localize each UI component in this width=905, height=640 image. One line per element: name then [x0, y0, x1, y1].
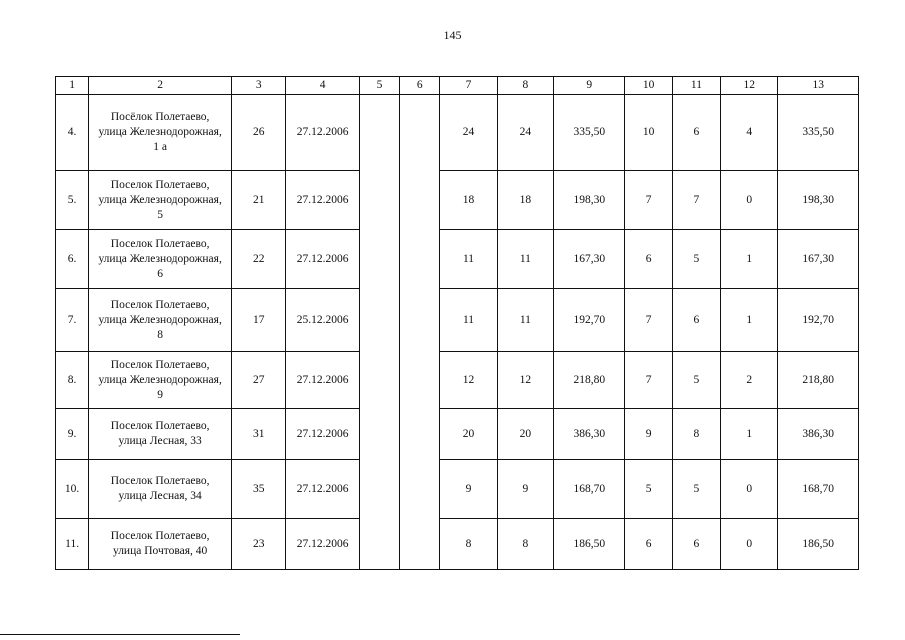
address-line: улица Лесная, 34 — [118, 490, 202, 502]
cell-col-11: 5 — [672, 460, 720, 519]
cell-col-8: 11 — [497, 230, 553, 289]
cell-col-11: 8 — [672, 409, 720, 460]
cell-col-10: 9 — [625, 409, 672, 460]
column-header: 10 — [625, 77, 672, 95]
address-line: Поселок Полетаево, — [110, 178, 210, 191]
cell-col-4: 27.12.2006 — [286, 519, 359, 570]
table-row — [56, 519, 859, 570]
table-row — [56, 460, 859, 519]
cell-col-8: 24 — [497, 95, 553, 171]
address-line: 8 — [157, 328, 164, 341]
cell-col-8: 11 — [497, 289, 553, 352]
address-line: улица Железнодорожная, — [98, 193, 222, 206]
table-row — [56, 171, 859, 230]
cell-col-6 — [400, 171, 440, 230]
cell-col-13: 198,30 — [778, 171, 859, 230]
cell-col-10: 6 — [625, 230, 672, 289]
address-cell — [89, 409, 232, 460]
cell-col-12: 0 — [721, 460, 778, 519]
row-number: 5. — [56, 171, 89, 230]
address-line: улица Железнодорожная, — [98, 126, 222, 138]
address-line: улица Железнодорожная, — [98, 313, 222, 326]
cell-col-4: 27.12.2006 — [286, 460, 359, 519]
address-line: Поселок Полетаево, — [110, 420, 210, 432]
housing-table — [55, 76, 859, 570]
cell-col-5 — [359, 230, 399, 289]
cell-col-13: 186,50 — [778, 519, 859, 570]
column-header: 1 — [56, 77, 89, 95]
cell-col-11: 5 — [672, 352, 720, 409]
cell-col-10: 10 — [625, 95, 672, 171]
table-row — [56, 230, 859, 289]
table-row — [56, 352, 859, 409]
column-header: 5 — [359, 77, 399, 95]
address-line: Поселок Полетаево, — [110, 475, 210, 487]
cell-col-7: 12 — [440, 352, 497, 409]
cell-col-12: 0 — [721, 171, 778, 230]
footer-rule — [0, 634, 240, 635]
address-cell — [89, 519, 232, 570]
cell-col-8: 20 — [497, 409, 553, 460]
cell-col-11: 6 — [672, 519, 720, 570]
cell-col-5 — [359, 519, 399, 570]
cell-col-5 — [359, 95, 399, 171]
cell-col-10: 7 — [625, 352, 672, 409]
column-header: 2 — [89, 77, 232, 95]
cell-col-9: 335,50 — [554, 95, 625, 171]
cell-col-5 — [359, 289, 399, 352]
cell-col-12: 2 — [721, 352, 778, 409]
column-header: 9 — [554, 77, 625, 95]
cell-col-13: 192,70 — [778, 289, 859, 352]
cell-col-13: 218,80 — [778, 352, 859, 409]
cell-col-12: 4 — [721, 95, 778, 171]
cell-col-6 — [400, 289, 440, 352]
address-line: 1 а — [153, 141, 167, 153]
cell-col-9: 167,30 — [554, 230, 625, 289]
address-line: Поселок Полетаево, — [110, 237, 210, 250]
cell-col-4: 27.12.2006 — [286, 409, 359, 460]
table-row — [56, 289, 859, 352]
cell-col-9: 186,50 — [554, 519, 625, 570]
cell-col-3: 21 — [232, 171, 286, 230]
address-line: 5 — [157, 208, 164, 221]
cell-col-6 — [400, 460, 440, 519]
cell-col-6 — [400, 409, 440, 460]
cell-col-6 — [400, 519, 440, 570]
cell-col-10: 5 — [625, 460, 672, 519]
address-line: Поселок Полетаево, — [110, 358, 210, 371]
cell-col-5 — [359, 352, 399, 409]
cell-col-4: 27.12.2006 — [286, 352, 359, 409]
address-line: 9 — [157, 388, 164, 401]
address-line: Поселок Полетаево, — [110, 298, 210, 311]
cell-col-3: 35 — [232, 460, 286, 519]
cell-col-4: 27.12.2006 — [286, 171, 359, 230]
cell-col-8: 18 — [497, 171, 553, 230]
address-line: 6 — [157, 267, 164, 280]
cell-col-3: 17 — [232, 289, 286, 352]
cell-col-6 — [400, 95, 440, 171]
column-header: 13 — [778, 77, 859, 95]
cell-col-6 — [400, 352, 440, 409]
address-cell — [89, 171, 232, 230]
cell-col-10: 6 — [625, 519, 672, 570]
cell-col-3: 27 — [232, 352, 286, 409]
cell-col-5 — [359, 460, 399, 519]
cell-col-8: 9 — [497, 460, 553, 519]
row-number: 6. — [56, 230, 89, 289]
row-number: 4. — [56, 95, 89, 171]
cell-col-13: 168,70 — [778, 460, 859, 519]
cell-col-4: 25.12.2006 — [286, 289, 359, 352]
column-header: 12 — [721, 77, 778, 95]
cell-col-6 — [400, 230, 440, 289]
cell-col-9: 386,30 — [554, 409, 625, 460]
cell-col-7: 18 — [440, 171, 497, 230]
cell-col-7: 20 — [440, 409, 497, 460]
address-line: улица Почтовая, 40 — [112, 545, 208, 557]
cell-col-13: 167,30 — [778, 230, 859, 289]
table-row — [56, 409, 859, 460]
address-line: Посёлок Полетаево, — [110, 111, 210, 123]
address-line: улица Железнодорожная, — [98, 252, 222, 265]
cell-col-9: 198,30 — [554, 171, 625, 230]
table-header-row — [56, 77, 859, 95]
cell-col-3: 31 — [232, 409, 286, 460]
cell-col-3: 22 — [232, 230, 286, 289]
column-header: 4 — [286, 77, 359, 95]
address-line: улица Железнодорожная, — [98, 373, 222, 386]
cell-col-10: 7 — [625, 171, 672, 230]
cell-col-8: 8 — [497, 519, 553, 570]
cell-col-5 — [359, 171, 399, 230]
cell-col-7: 11 — [440, 289, 497, 352]
cell-col-12: 0 — [721, 519, 778, 570]
row-number: 11. — [56, 519, 89, 570]
cell-col-4: 27.12.2006 — [286, 230, 359, 289]
table-row — [56, 95, 859, 171]
cell-col-13: 335,50 — [778, 95, 859, 171]
cell-col-3: 23 — [232, 519, 286, 570]
cell-col-13: 386,30 — [778, 409, 859, 460]
column-header: 7 — [440, 77, 497, 95]
cell-col-7: 24 — [440, 95, 497, 171]
address-cell — [89, 352, 232, 409]
cell-col-5 — [359, 409, 399, 460]
address-cell — [89, 460, 232, 519]
cell-col-9: 192,70 — [554, 289, 625, 352]
cell-col-12: 1 — [721, 230, 778, 289]
cell-col-12: 1 — [721, 289, 778, 352]
column-header: 3 — [232, 77, 286, 95]
address-cell — [89, 95, 232, 171]
cell-col-9: 218,80 — [554, 352, 625, 409]
address-line: улица Лесная, 33 — [118, 435, 202, 447]
address-cell — [89, 230, 232, 289]
cell-col-7: 9 — [440, 460, 497, 519]
cell-col-7: 11 — [440, 230, 497, 289]
column-header: 6 — [400, 77, 440, 95]
address-line: Поселок Полетаево, — [110, 530, 210, 542]
cell-col-11: 6 — [672, 95, 720, 171]
cell-col-7: 8 — [440, 519, 497, 570]
column-header: 8 — [497, 77, 553, 95]
row-number: 10. — [56, 460, 89, 519]
cell-col-11: 7 — [672, 171, 720, 230]
row-number: 8. — [56, 352, 89, 409]
cell-col-4: 27.12.2006 — [286, 95, 359, 171]
cell-col-11: 6 — [672, 289, 720, 352]
column-header: 11 — [672, 77, 720, 95]
page-number: 145 — [443, 28, 462, 42]
row-number: 9. — [56, 409, 89, 460]
cell-col-3: 26 — [232, 95, 286, 171]
cell-col-8: 12 — [497, 352, 553, 409]
cell-col-11: 5 — [672, 230, 720, 289]
row-number: 7. — [56, 289, 89, 352]
cell-col-10: 7 — [625, 289, 672, 352]
cell-col-9: 168,70 — [554, 460, 625, 519]
address-cell — [89, 289, 232, 352]
cell-col-12: 1 — [721, 409, 778, 460]
